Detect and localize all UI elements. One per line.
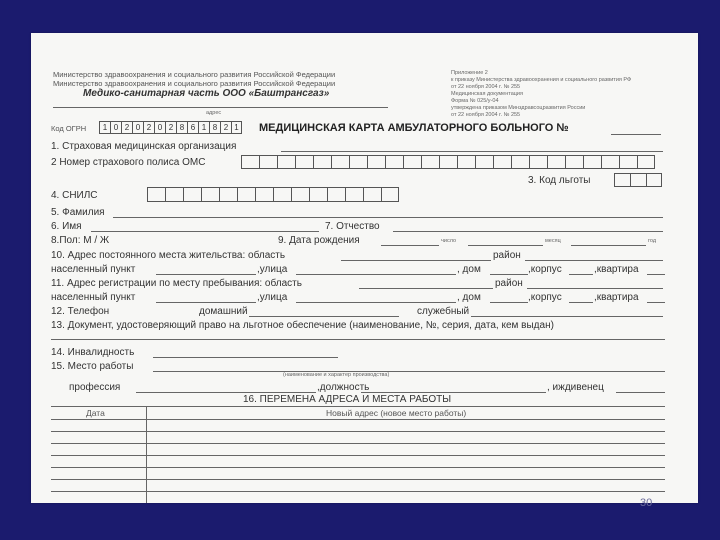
table-row-line bbox=[51, 419, 665, 420]
ogrn-digit: 1 bbox=[198, 121, 209, 134]
ogrn-digit-boxes bbox=[99, 121, 242, 134]
medical-card-form bbox=[31, 33, 698, 503]
field-name-label: 6. Имя bbox=[51, 221, 82, 232]
permanent-district-label: район bbox=[493, 250, 521, 261]
workplace-hint: (наименование и характер производства) bbox=[283, 372, 390, 378]
ogrn-digit: 6 bbox=[187, 121, 198, 134]
header-right-line-4: Медицинская документация bbox=[451, 91, 523, 97]
field-phone-label: 12. Телефон bbox=[51, 306, 110, 317]
field-dependent-label: , иждивенец bbox=[547, 382, 604, 393]
header-right-line-6: утверждена приказом Минздравсоцразвития России bbox=[451, 105, 586, 111]
ogrn-digit: 0 bbox=[110, 121, 121, 134]
registration-building-label: ,корпус bbox=[528, 292, 562, 303]
header-right-line-2: к приказу Министерства здравоохранения и социального развития РФ bbox=[451, 77, 632, 83]
field-name-line bbox=[91, 231, 319, 232]
header-right-line-3: от 22 ноября 2004 г. № 255 bbox=[451, 84, 521, 90]
registration-district-label: район bbox=[495, 278, 523, 289]
field-workplace-label: 15. Место работы bbox=[51, 361, 134, 372]
table-row-line bbox=[51, 479, 665, 480]
permanent-street-label: ,улица bbox=[257, 264, 288, 275]
registration-house-label: , дом bbox=[457, 292, 481, 303]
ogrn-label: Код ОГРН bbox=[51, 124, 87, 133]
field-sex-label: 8.Пол: М / Ж bbox=[51, 235, 110, 246]
card-number-line bbox=[611, 134, 661, 135]
form-title: МЕДИЦИНСКАЯ КАРТА АМБУЛАТОРНОГО БОЛЬНОГО № bbox=[259, 122, 569, 134]
header-right-line-5: Форма № 025/у-04 bbox=[451, 98, 499, 104]
table-row-line bbox=[51, 467, 665, 468]
registration-street-label: ,улица bbox=[257, 292, 288, 303]
field-surname-line bbox=[113, 217, 663, 218]
ogrn-digit: 1 bbox=[231, 121, 242, 134]
field-registration-address-label: 11. Адрес регистрации по месту пребывания: область bbox=[51, 278, 302, 289]
field-insurance-org-label: 1. Страховая медицинская организация bbox=[51, 141, 237, 152]
oms-policy-boxes bbox=[241, 155, 655, 169]
ogrn-digit: 8 bbox=[176, 121, 187, 134]
address-label: адрес bbox=[206, 110, 222, 116]
section-16-title: 16. ПЕРЕМЕНА АДРЕСА И МЕСТА РАБОТЫ bbox=[243, 394, 452, 405]
field-surname-label: 5. Фамилия bbox=[51, 207, 105, 218]
birthdate-month-hint: месяц bbox=[545, 238, 561, 244]
ogrn-digit: 2 bbox=[220, 121, 231, 134]
ogrn-digit: 8 bbox=[209, 121, 220, 134]
org-underline bbox=[53, 107, 388, 108]
field-profession-label: профессия bbox=[69, 382, 121, 393]
ogrn-digit: 2 bbox=[165, 121, 176, 134]
ministry-line-2: Министерство здравоохранения и социального развития Российской Федерации bbox=[53, 79, 336, 88]
phone-work-label: служебный bbox=[417, 306, 470, 317]
header-right-line-1: Приложение 2 bbox=[451, 70, 488, 76]
registration-locality-label: населенный пункт bbox=[51, 292, 136, 303]
permanent-building-label: ,корпус bbox=[528, 264, 562, 275]
header-right-line-7: от 22 ноября 2004 г. № 255 bbox=[451, 112, 521, 118]
field-position-label: ,должность bbox=[317, 382, 370, 393]
field-insurance-org-line bbox=[281, 151, 663, 152]
table-row-line bbox=[51, 443, 665, 444]
snils-boxes bbox=[147, 187, 399, 202]
field-oms-policy-label: 2 Номер страхового полиса ОМС bbox=[51, 157, 206, 168]
field-patronymic-line bbox=[393, 231, 663, 232]
ogrn-digit: 2 bbox=[143, 121, 154, 134]
ogrn-digit: 2 bbox=[121, 121, 132, 134]
field-benefit-code-label: 3. Код льготы bbox=[528, 175, 591, 186]
field-disability-label: 14. Инвалидность bbox=[51, 347, 135, 358]
birthdate-year-hint: год bbox=[648, 238, 657, 244]
field-birthdate-label: 9. Дата рождения bbox=[278, 235, 360, 246]
field-snils-label: 4. СНИЛС bbox=[51, 190, 98, 201]
ogrn-digit: 0 bbox=[154, 121, 165, 134]
table-row-line bbox=[51, 491, 665, 492]
ministry-line-1: Министерство здравоохранения и социального развития Российской Федерации bbox=[53, 70, 336, 79]
birthdate-day-hint: число bbox=[441, 238, 457, 244]
table-row-line bbox=[51, 431, 665, 432]
permanent-apartment-label: ,квартира bbox=[594, 264, 639, 275]
slide-page-number: 30 bbox=[640, 497, 653, 509]
permanent-locality-label: населенный пункт bbox=[51, 264, 136, 275]
field-benefit-document-label: 13. Документ, удостоверяющий право на льготное обеспечение (наименование, №, серия, дата, кем выдан) bbox=[51, 320, 554, 331]
phone-home-label: домашний bbox=[199, 306, 248, 317]
table-row-line bbox=[51, 455, 665, 456]
ogrn-digit: 0 bbox=[132, 121, 143, 134]
field-patronymic-label: 7. Отчество bbox=[325, 221, 380, 232]
ogrn-digit: 1 bbox=[99, 121, 110, 134]
permanent-house-label: , дом bbox=[457, 264, 481, 275]
table-header-date: Дата bbox=[86, 408, 105, 418]
field-permanent-address-label: 10. Адрес постоянного места жительства: область bbox=[51, 250, 286, 261]
table-header-new-address: Новый адрес (новое место работы) bbox=[326, 408, 467, 418]
table-top-border bbox=[51, 406, 665, 407]
benefit-code-boxes bbox=[614, 173, 662, 187]
organization-name: Медико-санитарная часть ООО «Баштрансгаз» bbox=[83, 88, 330, 99]
registration-apartment-label: ,квартира bbox=[594, 292, 639, 303]
